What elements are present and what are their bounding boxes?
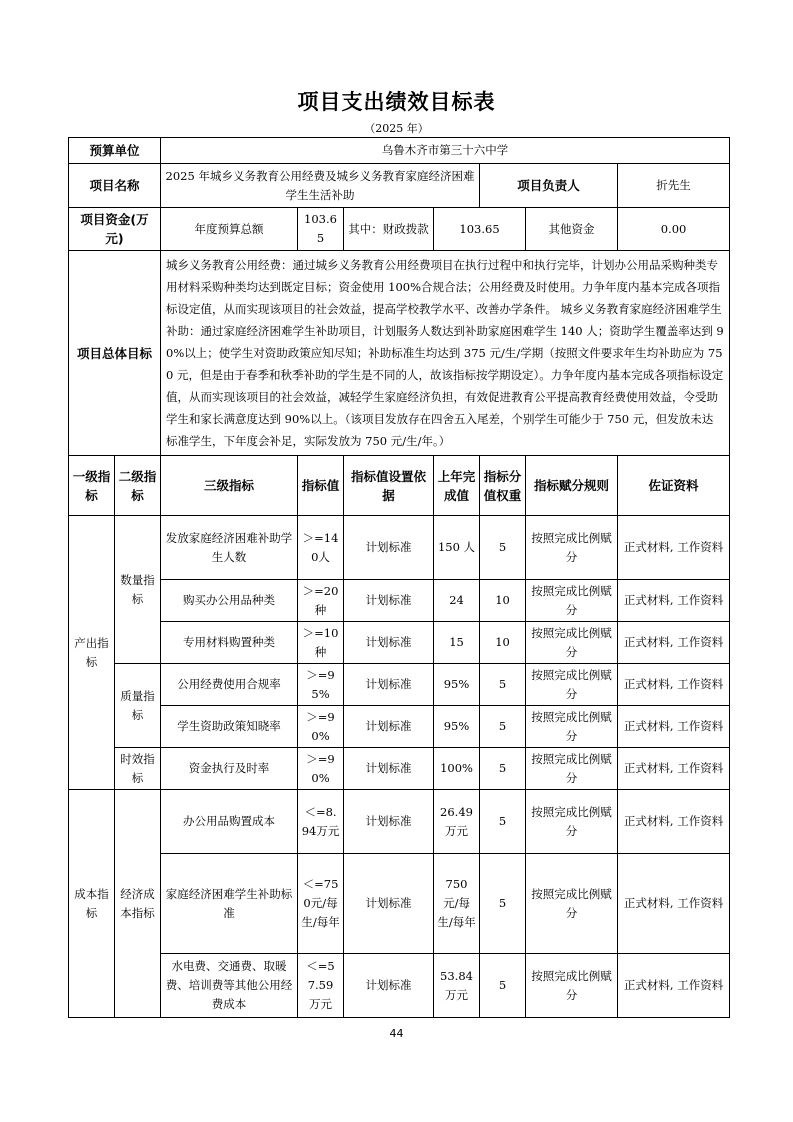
indicator-evidence: 正式材料, 工作资料 [618,516,730,580]
other-funds-value: 0.00 [618,208,730,251]
header-level1: 一级指标 [69,456,115,516]
group-economic-cost: 经济成本指标 [115,790,161,1018]
indicator-basis: 计划标准 [344,706,434,748]
document-year: （2025 年） [364,122,429,135]
indicator-evidence: 正式材料, 工作资料 [618,748,730,790]
indicator-last-year: 15 [434,622,480,664]
indicator-evidence: 正式材料, 工作资料 [618,790,730,854]
project-leader-value: 折先生 [618,164,730,208]
indicator-weight: 5 [480,790,526,854]
indicator-rule: 按照完成比例赋分 [526,664,618,706]
indicator-evidence: 正式材料, 工作资料 [618,854,730,954]
header-rule: 指标赋分规则 [526,456,618,516]
group-timeliness: 时效指标 [115,748,161,790]
indicator-basis: 计划标准 [344,790,434,854]
indicator-rule: 按照完成比例赋分 [526,516,618,580]
indicator-name: 发放家庭经济困难补助学生人数 [161,516,298,580]
indicator-weight: 5 [480,516,526,580]
project-funds-label: 项目资金(万元) [69,208,161,251]
indicator-rule: 按照完成比例赋分 [526,790,618,854]
header-target: 指标值 [298,456,344,516]
indicator-rule: 按照完成比例赋分 [526,748,618,790]
indicator-evidence: 正式材料, 工作资料 [618,622,730,664]
indicator-target: ＞=20种 [298,580,344,622]
indicator-rule: 按照完成比例赋分 [526,954,618,1018]
page-number: 44 [389,1027,404,1040]
indicator-name: 水电费、交通费、取暖费、培训费等其他公用经费成本 [161,954,298,1018]
indicator-basis: 计划标准 [344,748,434,790]
group-quantity: 数量指标 [115,516,161,664]
indicator-weight: 10 [480,580,526,622]
indicator-rule: 按照完成比例赋分 [526,622,618,664]
annual-budget-value: 103.65 [298,208,344,251]
indicator-name: 购买办公用品种类 [161,580,298,622]
indicator-last-year: 750 元/每生/每年 [434,854,480,954]
indicator-target: ＞=95% [298,664,344,706]
indicator-weight: 5 [480,854,526,954]
indicator-rule: 按照完成比例赋分 [526,706,618,748]
indicator-last-year: 150 人 [434,516,480,580]
other-funds-label: 其他资金 [526,208,618,251]
indicator-target: ＜=57.59 万元 [298,954,344,1018]
indicator-basis: 计划标准 [344,516,434,580]
header-weight: 指标分值权重 [480,456,526,516]
header-level3: 三级指标 [161,456,298,516]
indicator-target: ＜=8.94万元 [298,790,344,854]
indicator-name: 学生资助政策知晓率 [161,706,298,748]
indicator-weight: 5 [480,954,526,1018]
annual-budget-label: 年度预算总额 [161,208,298,251]
indicator-last-year: 53.84万元 [434,954,480,1018]
indicator-evidence: 正式材料, 工作资料 [618,954,730,1018]
indicator-name: 公用经费使用合规率 [161,664,298,706]
indicator-evidence: 正式材料, 工作资料 [618,580,730,622]
indicator-weight: 5 [480,664,526,706]
indicator-name: 家庭经济困难学生补助标准 [161,854,298,954]
header-last-year: 上年完成值 [434,456,480,516]
group-cost: 成本指标 [69,790,115,1018]
fiscal-funds-value: 103.65 [434,208,526,251]
indicator-basis: 计划标准 [344,954,434,1018]
indicator-name: 办公用品购置成本 [161,790,298,854]
indicator-weight: 5 [480,706,526,748]
overall-goal-label: 项目总体目标 [69,251,161,456]
performance-table [68,137,730,1018]
indicator-target: ＞=140人 [298,516,344,580]
document-title: 项目支出绩效目标表 [297,89,496,114]
indicator-target: ＞=10种 [298,622,344,664]
indicator-basis: 计划标准 [344,664,434,706]
group-quality: 质量指标 [115,664,161,748]
indicator-name: 资金执行及时率 [161,748,298,790]
header-basis: 指标值设置依据 [344,456,434,516]
project-name-value: 2025 年城乡义务教育公用经费及城乡义务教育家庭经济困难学生生活补助 [161,164,480,208]
indicator-evidence: 正式材料, 工作资料 [618,706,730,748]
indicator-basis: 计划标准 [344,622,434,664]
header-evidence: 佐证资料 [618,456,730,516]
project-leader-label: 项目负责人 [480,164,618,208]
project-name-label: 项目名称 [69,164,161,208]
indicator-evidence: 正式材料, 工作资料 [618,664,730,706]
budget-unit-label: 预算单位 [69,138,161,164]
fiscal-funds-label: 其中：财政拨款 [344,208,434,251]
indicator-last-year: 95% [434,706,480,748]
indicator-last-year: 24 [434,580,480,622]
indicator-last-year: 95% [434,664,480,706]
header-level2: 二级指标 [115,456,161,516]
indicator-rule: 按照完成比例赋分 [526,854,618,954]
indicator-target: ＞=90% [298,748,344,790]
group-output: 产出指标 [69,516,115,790]
budget-unit-value: 乌鲁木齐市第三十六中学 [161,138,730,164]
indicator-name: 专用材料购置种类 [161,622,298,664]
indicator-weight: 10 [480,622,526,664]
indicator-weight: 5 [480,748,526,790]
indicator-last-year: 100% [434,748,480,790]
indicator-basis: 计划标准 [344,580,434,622]
indicator-rule: 按照完成比例赋分 [526,580,618,622]
indicator-last-year: 26.49万元 [434,790,480,854]
indicator-target: ＜=750元/每生/每年 [298,854,344,954]
indicator-target: ＞=90% [298,706,344,748]
overall-goal-text: 城乡义务教育公用经费：通过城乡义务教育公用经费项目在执行过程中和执行完毕，计划办公用品采购种类专用材料采购种类均达到既定目标；资金使用 100%合规合法；公用经费及时使用。力争年度内基本完成各项指标设定值，从而实现该项目的社会效益，提高学校教学水平、改善办学条件。 城乡义务教育家庭经济困难学生补助：通过家庭经济困难学生补助项目，计划服务人数达到补助家庭困难学生 140 人；资助学生覆盖率达到 90%以上；使学生对资助政策应知尽知；补助标准生均达到 375 元/生/学期（按照文件要求年生均补助应为 750 元，但是由于春季和秋季补助的学生是不同的人，故该指标按学期设定）。力争年度内基本完成各项指标设定值，从而实现该项目的社会效益，减轻学生家庭经济负担，有效促进教育公平提高教育经费使用效益，令受助学生和家长满意度达到 90%以上。（该项目发放存在四舍五入尾差，个别学生可能少于 750 元，但发放未达标准学生，下年度会补足，实际发放为 750 元/生/年。） [161,251,730,456]
indicator-basis: 计划标准 [344,854,434,954]
